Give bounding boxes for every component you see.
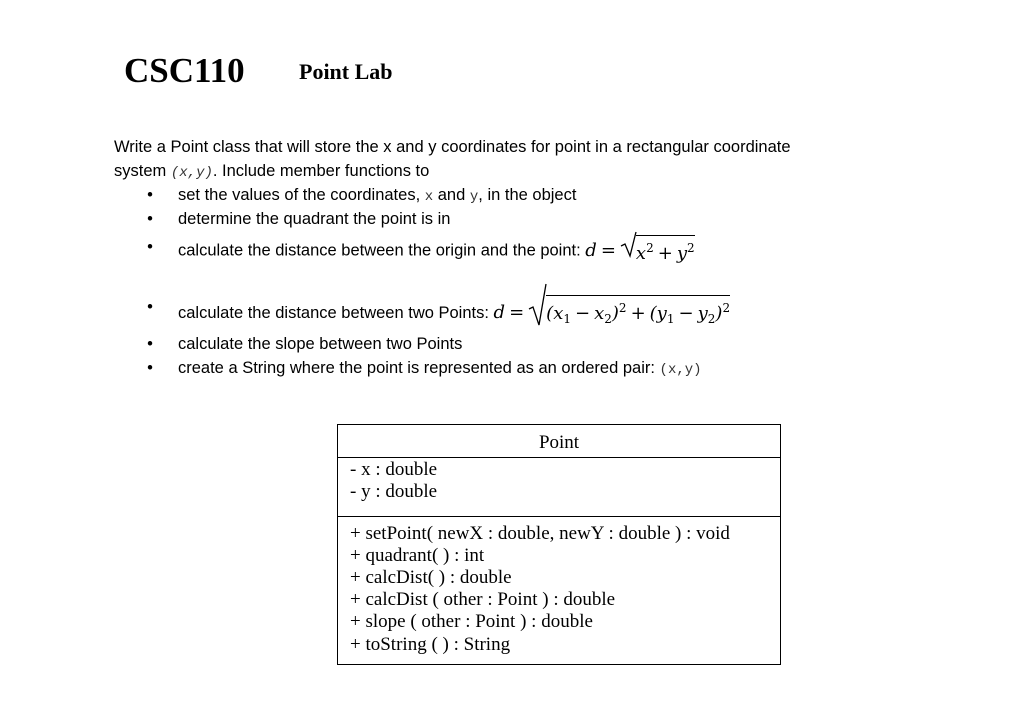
bullet-icon: • bbox=[147, 335, 153, 353]
bullet-4-text: calculate the distance between two Points: bbox=[178, 304, 489, 322]
intro-system-text: system bbox=[114, 162, 167, 180]
bullet-1-and: and bbox=[437, 186, 466, 204]
intro-line-1: Write a Point class that will store the x and y coordinates for point in a rectangular coordinate bbox=[114, 138, 791, 156]
bullet-icon: • bbox=[147, 238, 153, 256]
bullet-5-text: calculate the slope between two Points bbox=[178, 335, 463, 353]
bullet-1-post: , in the object bbox=[478, 186, 577, 204]
bullet-icon: • bbox=[147, 298, 153, 316]
uml-method: + toString ( ) : String bbox=[350, 634, 511, 655]
uml-attributes bbox=[338, 457, 780, 517]
bullet-2-text: determine the quadrant the point is in bbox=[178, 210, 451, 228]
intro-paragraph bbox=[114, 135, 894, 185]
distance-origin-formula: d = $x^2 + y^2$ bbox=[585, 240, 694, 261]
bullet-1-pre: set the values of the coordinates, bbox=[178, 186, 421, 204]
bullet-6-code: (x,y) bbox=[659, 362, 702, 378]
uml-method: + setPoint( newX : double, newY : double ) : void bbox=[350, 523, 730, 544]
intro-coordinate-code: (x,y) bbox=[170, 165, 213, 181]
uml-method: + slope ( other : Point ) : double bbox=[350, 611, 593, 632]
intro-include-text: . Include member functions to bbox=[212, 162, 430, 180]
intro-line-2 bbox=[114, 159, 894, 185]
sqrt-sign-icon bbox=[620, 231, 638, 259]
bullet-icon: • bbox=[147, 186, 153, 204]
bullet-icon: • bbox=[147, 359, 153, 377]
uml-method: + calcDist ( other : Point ) : double bbox=[350, 589, 616, 610]
uml-attribute: - y : double bbox=[350, 481, 438, 502]
bullet-1-x-code: x bbox=[424, 189, 434, 205]
distance-points-formula: d = $(x_1 - x_2)^2 + (y_1 - y_2)^2$ bbox=[494, 302, 731, 323]
bullet-icon: • bbox=[147, 210, 153, 228]
uml-attribute: - x : double bbox=[350, 459, 438, 480]
lab-title: Point Lab bbox=[299, 59, 393, 84]
sqrt-sign-icon bbox=[528, 283, 548, 327]
uml-class-diagram bbox=[337, 424, 781, 665]
uml-class-name: Point bbox=[338, 425, 780, 458]
course-code: CSC110 bbox=[124, 51, 245, 90]
bullet-1-y-code: y bbox=[469, 189, 479, 205]
bullet-6-text: create a String where the point is represented as an ordered pair: bbox=[178, 359, 655, 377]
uml-method: + quadrant( ) : int bbox=[350, 545, 485, 566]
uml-method: + calcDist( ) : double bbox=[350, 567, 512, 588]
bullet-3-text: calculate the distance between the origin and the point: bbox=[178, 241, 581, 260]
